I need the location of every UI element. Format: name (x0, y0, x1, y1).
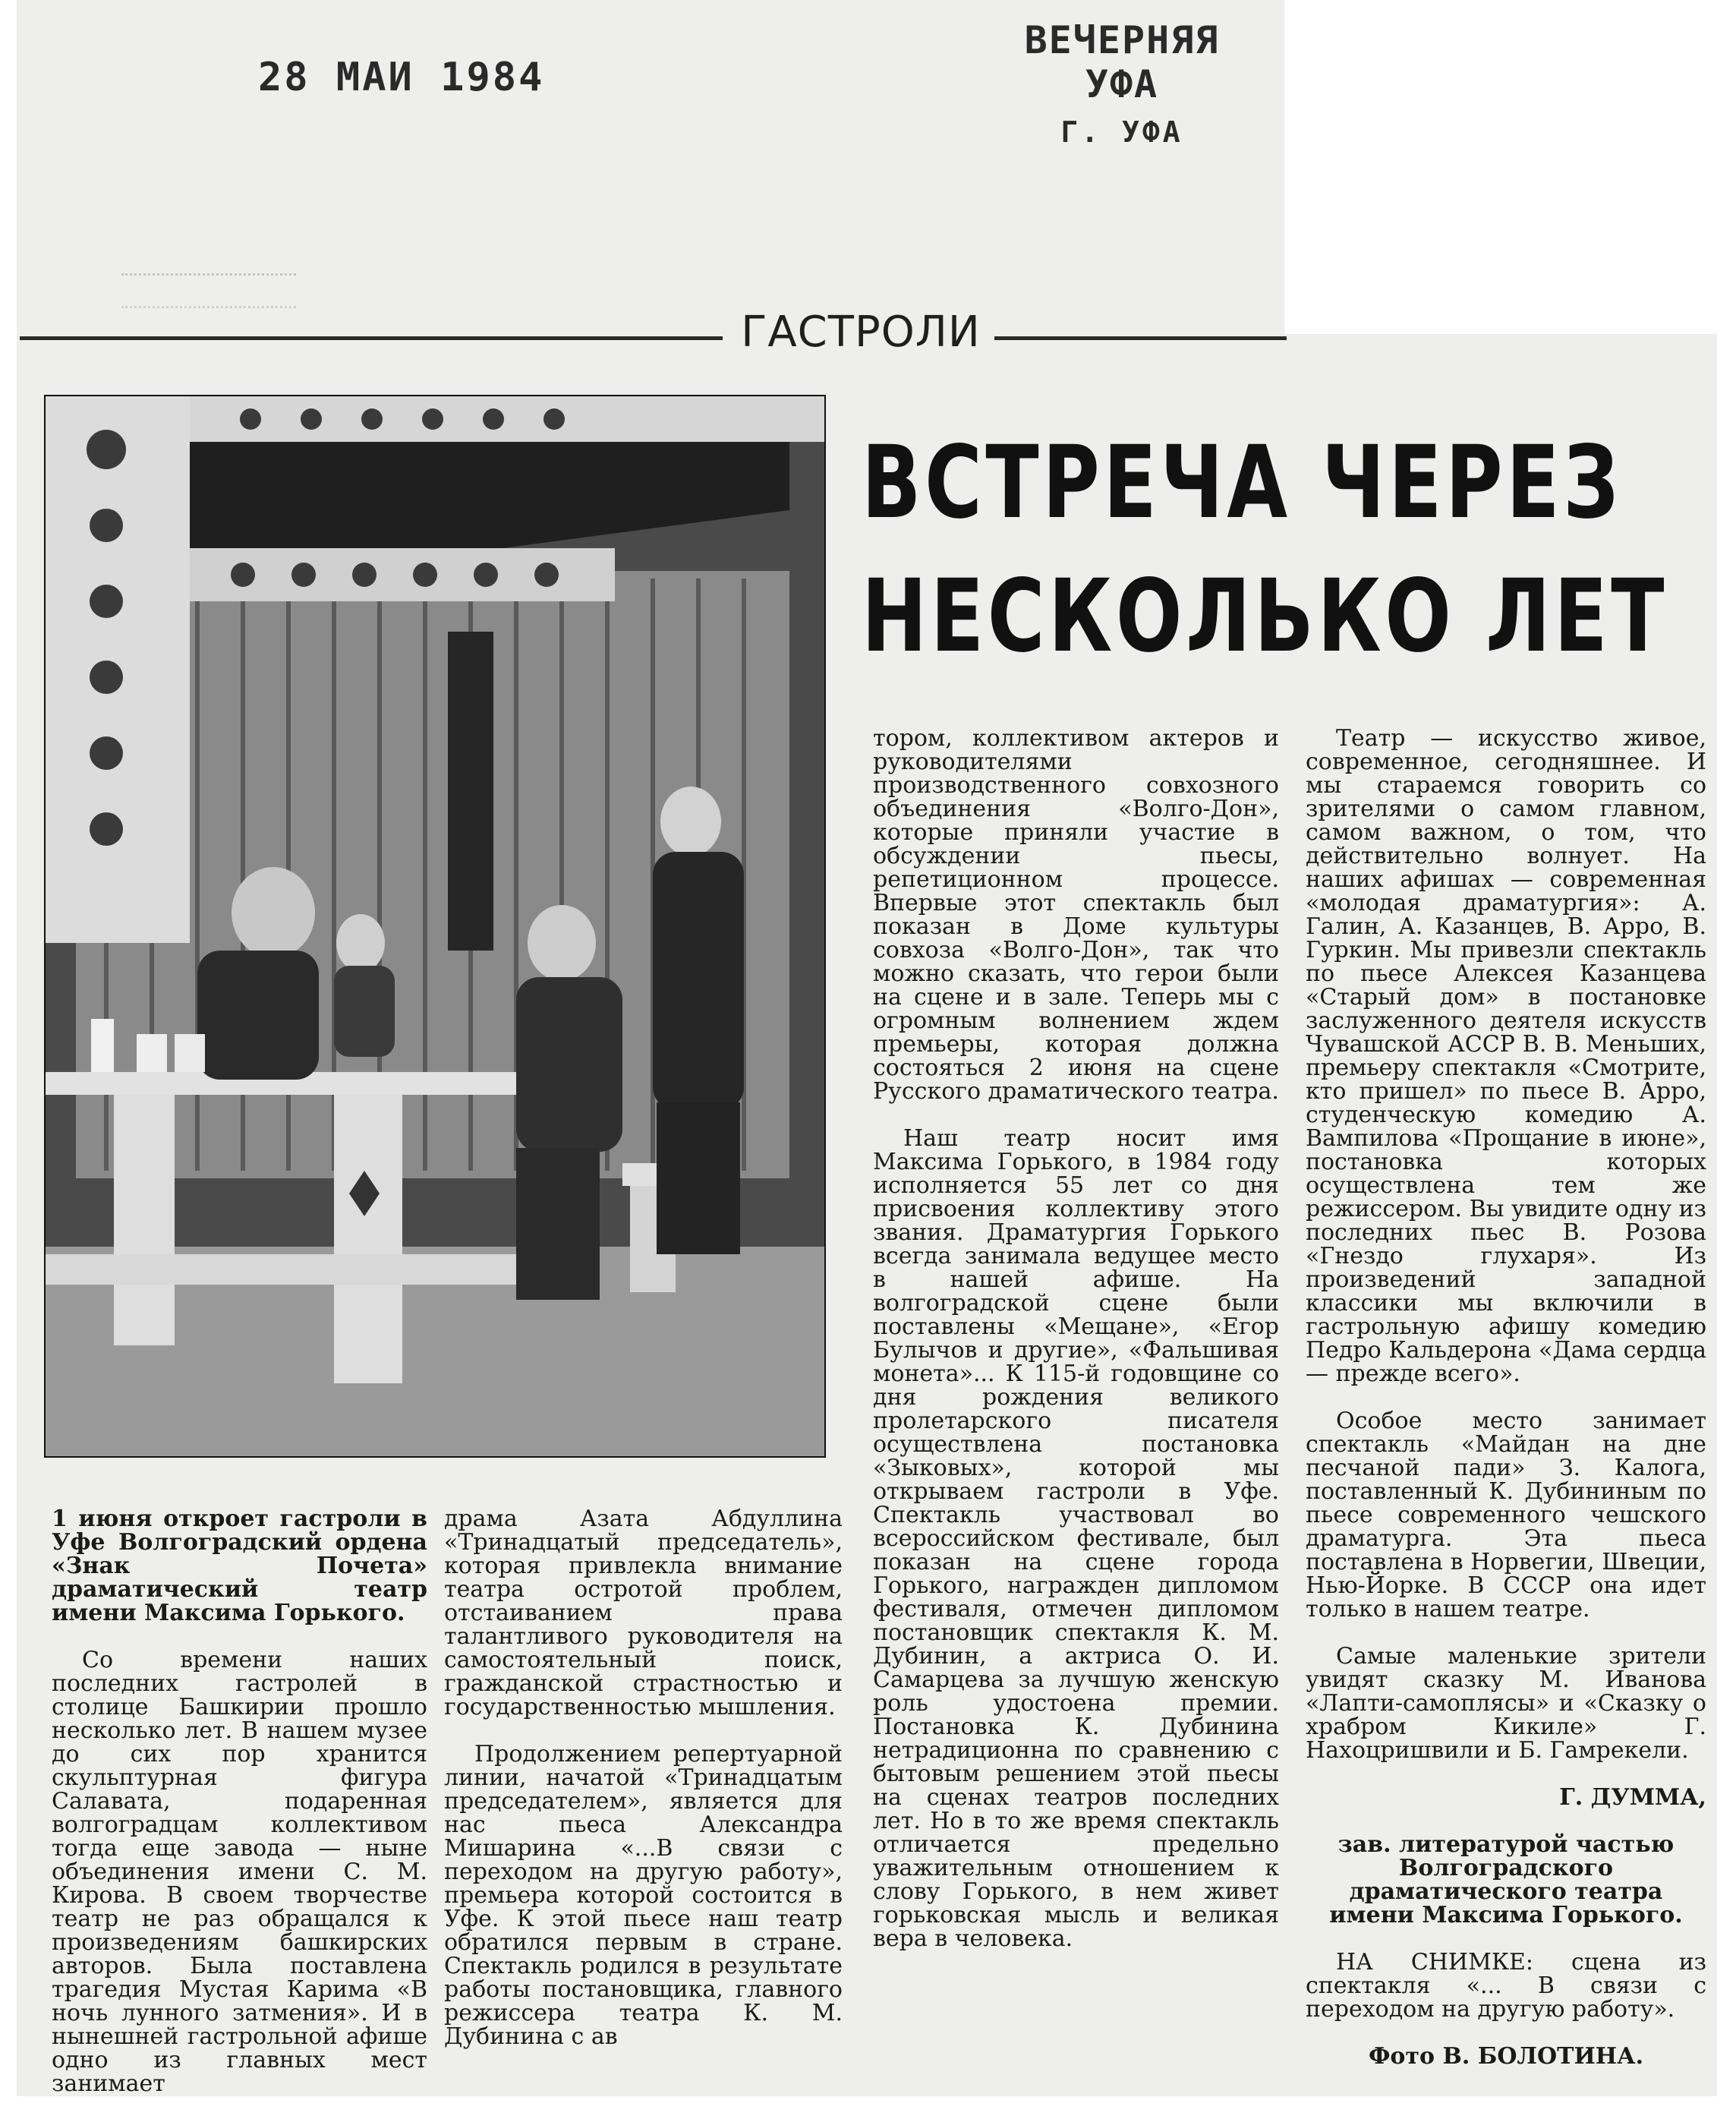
article-paragraph: Продолжением репертуарной линии, начатой «Тринадцатым председателем», является для нас пьеса Александра Мишарина «...В связи с переходом на другую работу», премьера которой состоится в Уфе. К этой пьесе наш театр обратился первым в стране. Спектакль родился в результате работы постановщика, главного режиссера театра К. М. Дубинина с ав (444, 1741, 843, 2050)
photo-credit: Фото В. БОЛОТИНА. (1368, 2043, 1644, 2070)
article-lead: 1 июня откроет гастроли в Уфе Волгоградский ордена «Знак Почета» драматический театр имени Максима Горького. (52, 1506, 427, 1626)
newspaper-stamp (978, 18, 1266, 149)
article-column-1 (52, 1484, 427, 2119)
stage-photo (44, 395, 826, 1458)
article-paragraph: Особое место занимает спектакль «Майдан на дне песчаной пади» З. Калога, поставленный К. Дубининым по пьесе современного чешского драматурга. Эта пьеса поставлена в Норвегии, Швеции, Нью-Йорке. В СССР она идет только в нашем театре. (1306, 1408, 1706, 1622)
newspaper-name: ВЕЧЕРНЯЯ УФА (1024, 18, 1220, 106)
article-paragraph: драма Азата Абдуллина «Тринадцатый председатель», которая привлекла внимание театра остротой проблем, отстаиванием права талантливого руководителя на самостоятельный поиск, гражданской страстностью и государственностью мышления. (444, 1506, 843, 1720)
date-stamp: 28 МАИ 1984 (258, 55, 545, 100)
headline-line-1: ВСТРЕЧА ЧЕРЕЗ (862, 424, 1623, 541)
article-column-4 (1306, 703, 1706, 2092)
ink-smudge (121, 273, 296, 308)
stage-photo-image (46, 396, 824, 1456)
rubric-rule-left (20, 336, 723, 340)
rubric-title: ГАСТРОЛИ (741, 307, 981, 357)
author-role: зав. литературой частью Волгоградского драматического театра имени Максима Горького. (1329, 1831, 1683, 1928)
photo-caption: НА СНИМКЕ: сцена из спектакля «... В связи с переходом на другую работу». (1306, 1949, 1706, 2023)
author-signature: Г. ДУММА, (1559, 1784, 1706, 1811)
rubric-rule-right (994, 336, 1287, 340)
article-paragraph: Театр — искусство живое, современное, сегодняшнее. И мы стараемся говорить со зрителями о самом главном, самом важном, о том, что действительно волнует. На наших афишах — современная «молодая драматургия»: А. Галин, А. Казанцев, В. Арро, В. Гуркин. Мы привезли спектакль по пьесе Алексея Казанцева «Старый дом» в постановке заслуженного деятеля искусств Чувашской АССР В. В. Меньших, премьеру спектакля «Смотрите, кто пришел» по пьесе В. Арро, студенческую комедию А. Вампилова «Прощание в июне», постановка которых осуществлена тем же режиссером. Вы увидите одну из последних пьес В. Розова «Гнездо глухаря». Из произведений западной классики мы включили в гастрольную афишу комедию Педро Кальдерона «Дама сердца — прежде всего». (1306, 725, 1707, 1387)
article-paragraph: Наш театр носит имя Максима Горького, в 1984 году исполняется 55 лет со дня присвоения коллективу этого звания. Драматургия Горького всегда занимала ведущее место в нашей афише. На волгоградской сцене были поставлены «Мещане», «Егор Булычов и другие», «Фальшивая монета»... К 115-й годовщине со дня рождения великого пролетарского писателя осуществлена постановка «Зыковых», которой мы открываем гастроли в Уфе. Спектакль участвовал во всероссийском фестивале, был показан на сцене города Горького, награжден дипломом фестиваля, отмечен дипломом постановщик спектакля К. М. Дубинин, а актриса О. И. Самарцева за лучшую женскую роль удостоена премии. Постановка К. Дубинина нетрадиционна по сравнению с бытовым решением этой пьесы на сценах театров последних лет. Но в то же время спектакль отличается предельно уважительным отношением к слову Горького, в нем живет горьковская мысль и великая вера в человека. (873, 1125, 1279, 1952)
article-column-3 (873, 703, 1279, 1974)
article-paragraph: тором, коллективом актеров и руководителями производственного совхозного объединения «Волго-Дон», которые приняли участие в обсуждении пьесы, репетиционном процессе. Впервые этот спектакль был показан в Доме культуры совхоза «Волго-Дон», так что можно сказать, что герои были на сцене и в зале. Теперь мы с огромным волнением ждем премьеры, которая должна состояться 2 июня на сцене Русского драматического театра. (873, 725, 1279, 1105)
article-headline (862, 416, 1668, 683)
headline-line-2: НЕСКОЛЬКО ЛЕТ (862, 558, 1668, 675)
newspaper-city: Г. УФА (1060, 115, 1183, 149)
article-paragraph: Самые маленькие зрители увидят сказку М. Иванова «Лапти-самоплясы» и «Сказку о храбром Кикиле» Г. Нахоцришвили и Б. Гамрекели. (1306, 1643, 1706, 1764)
article-paragraph: Со времени наших последних гастролей в столице Башкирии прошло несколько лет. В нашем музее до сих пор хранится скульптурная фигура Салавата, подаренная волгоградцам коллективом тогда еще завода — ныне объединения имени С. М. Кирова. В своем творчестве театр не раз обращался к произведениям башкирских авторов. Была поставлена трагедия Мустая Карима «В ночь лунного затмения». И в нынешней гастрольной афише одно из главных мест занимает (52, 1647, 427, 2097)
article-column-2 (444, 1484, 843, 2072)
